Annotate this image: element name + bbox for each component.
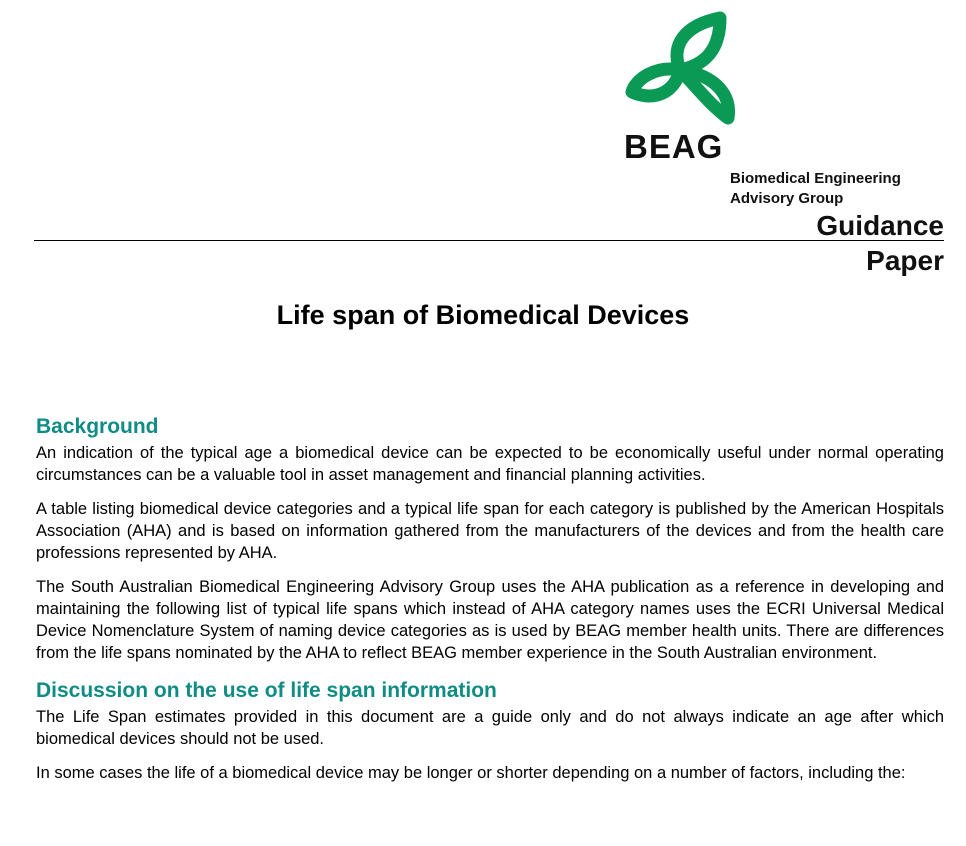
section-heading: Discussion on the use of life span information (36, 679, 497, 702)
document-body (36, 412, 944, 796)
header-divider (34, 240, 944, 241)
trefoil-leaf-icon (620, 10, 740, 130)
section-background (36, 412, 944, 664)
organization-line-1: Biomedical Engineering (730, 170, 901, 187)
brand-name: BEAG (624, 128, 724, 165)
paragraph: The South Australian Biomedical Engineering Advisory Group uses the AHA publication as a reference in developing and maintaining the following list of typical life spans which instead of AHA category names uses the ECRI Universal Medical Device Nomenclature System of naming device categories as is used by BEAG member health units. There are differences from the life spans nominated by the AHA to reflect BEAG member experience in the South Australian environment. (36, 578, 944, 662)
organization-name (730, 169, 901, 209)
paragraph: An indication of the typical age a biomedical device can be expected to be economically useful under normal operating circumstances can be a valuable tool in asset management and financial planning activities. (36, 444, 944, 484)
paragraph: In some cases the life of a biomedical device may be longer or shorter depending on a number of factors, including the: (36, 764, 906, 782)
section-discussion (36, 676, 944, 784)
document-type (816, 208, 944, 278)
organization-line-2: Advisory Group (730, 190, 844, 207)
paragraph: The Life Span estimates provided in this document are a guide only and do not always indicate an age after which biomedical devices should not be used. (36, 708, 944, 748)
section-heading: Background (36, 415, 159, 438)
document-type-line-2: Paper (866, 245, 944, 276)
paragraph: A table listing biomedical device categories and a typical life span for each category is published by the American Hospitals Association (AHA) and is based on information gathered from the manufacturers of the devices and from the health care professions represented by AHA. (36, 500, 944, 562)
document-type-line-1: Guidance (816, 210, 944, 241)
page-title: Life span of Biomedical Devices (276, 300, 690, 330)
